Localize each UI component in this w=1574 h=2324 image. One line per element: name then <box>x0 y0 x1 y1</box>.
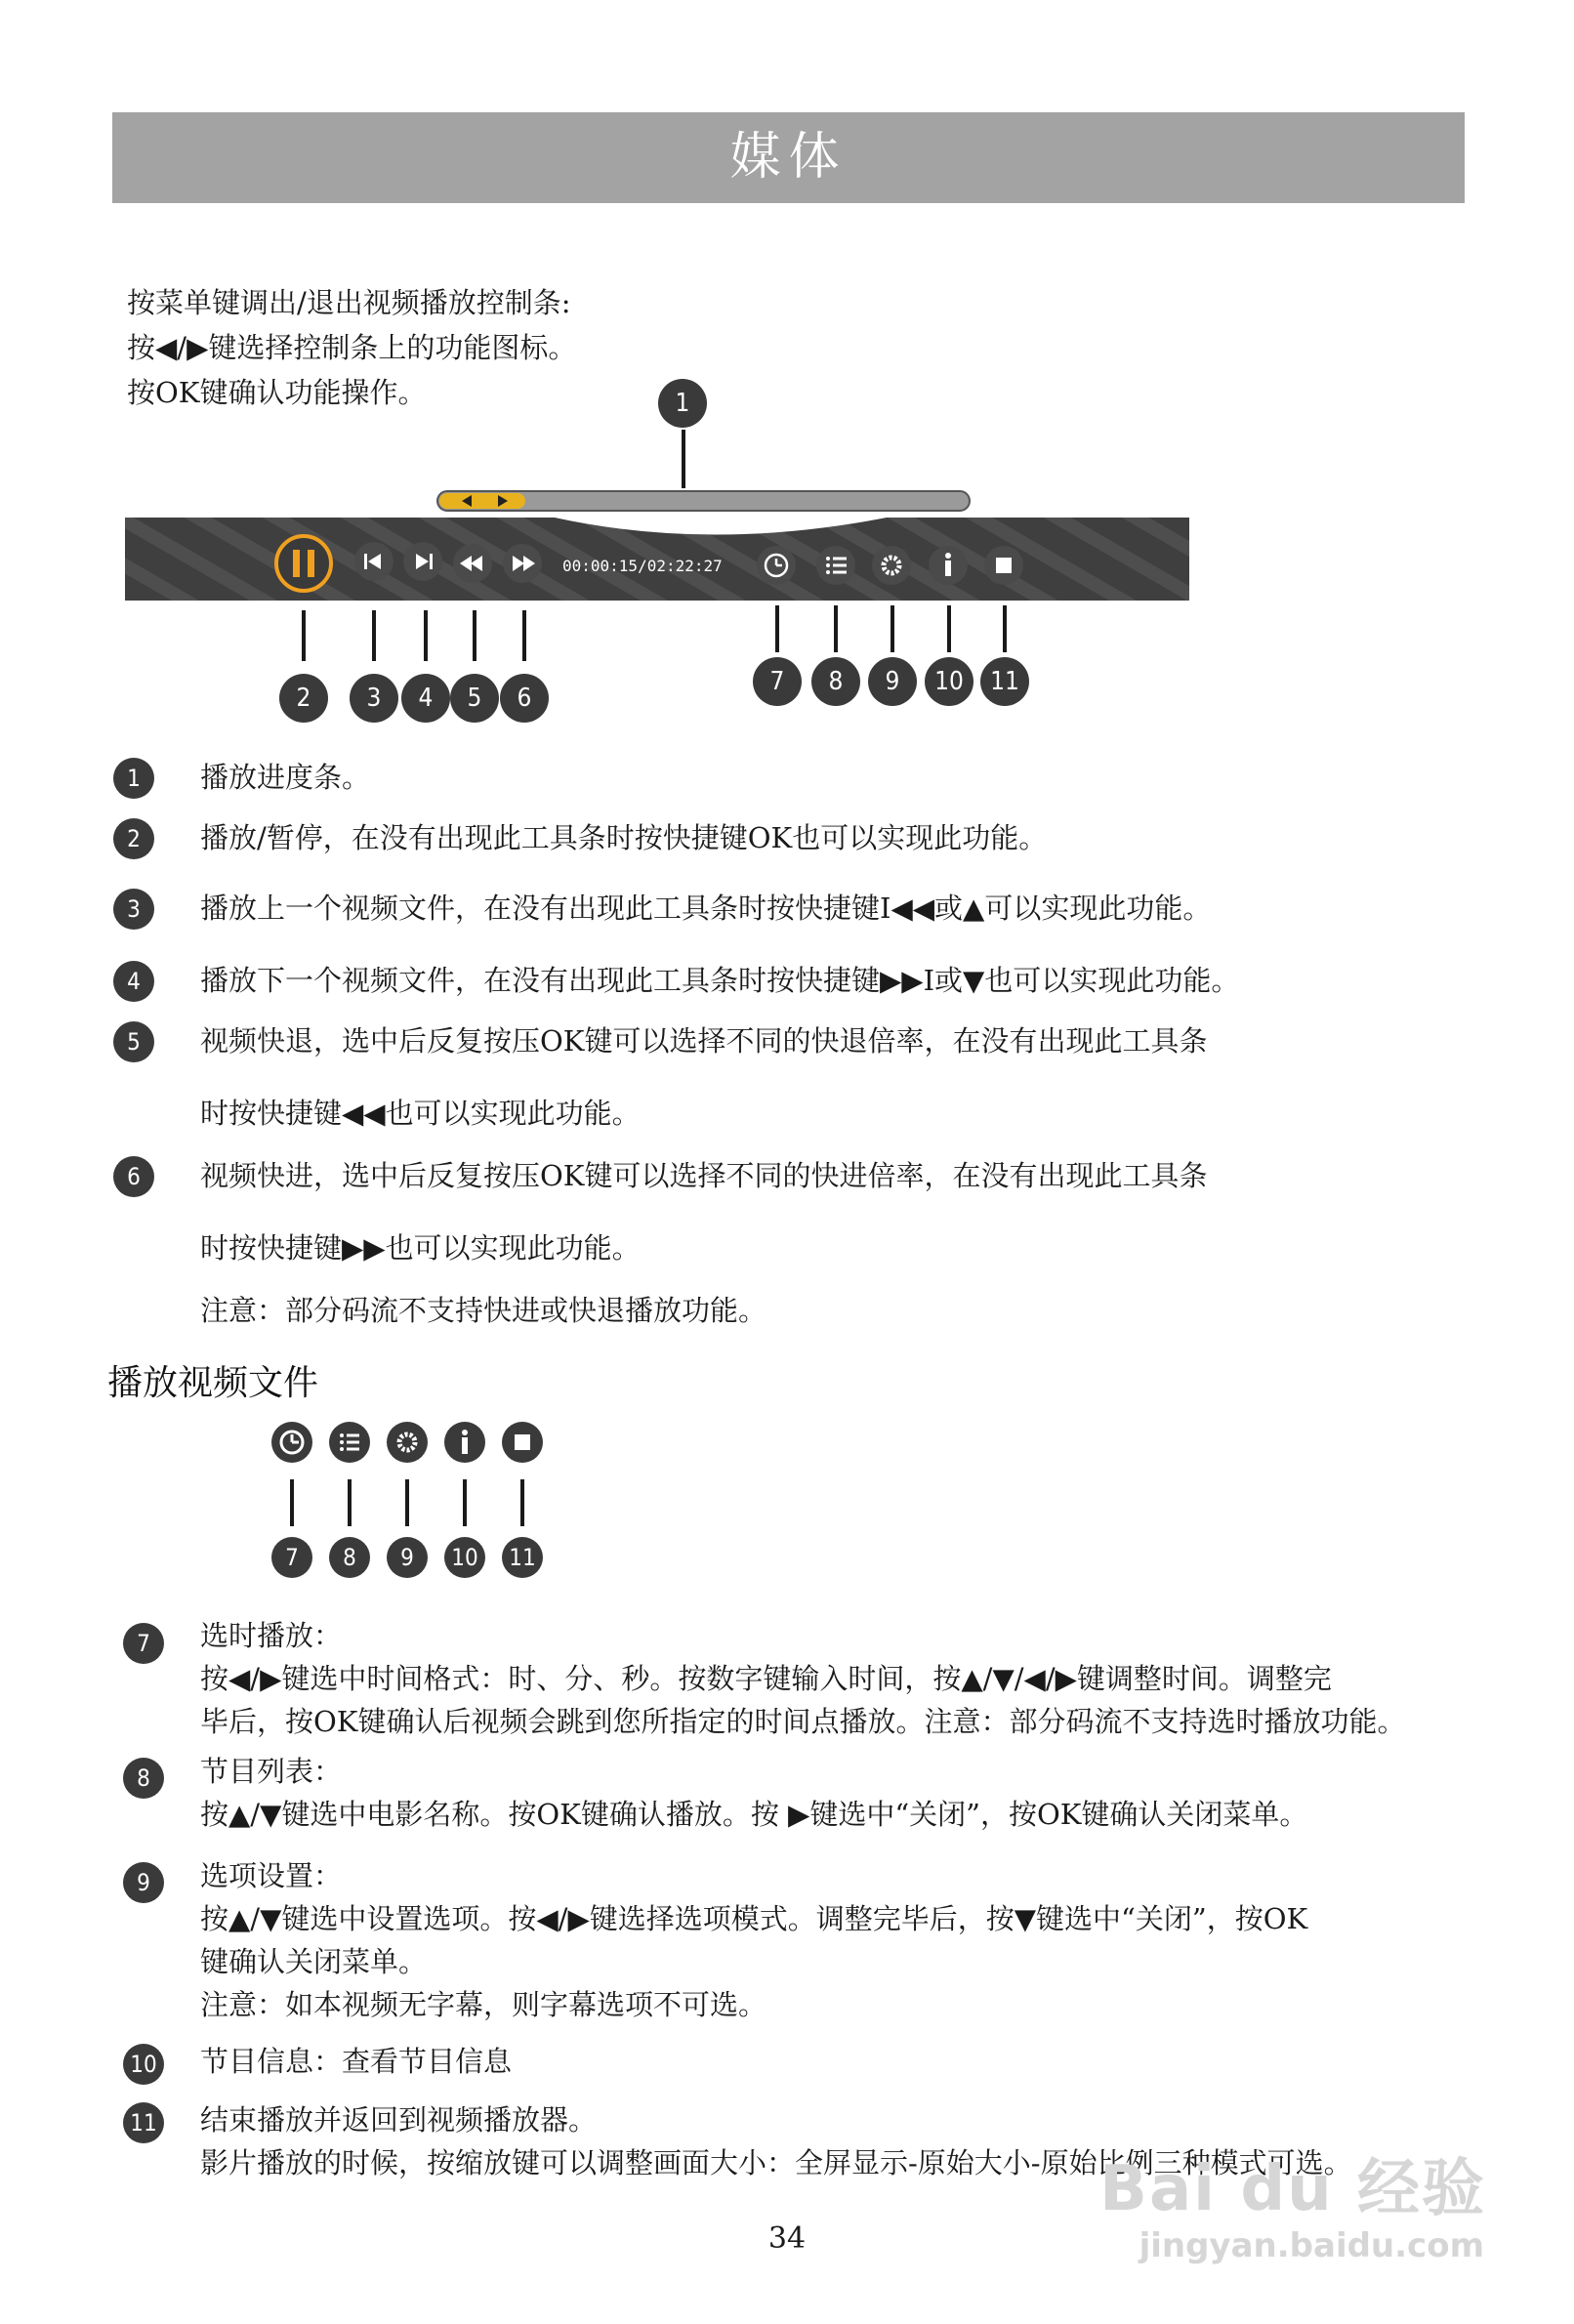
callout-9: 9 <box>868 657 917 706</box>
section-title: 播放视频文件 <box>107 1363 319 1403</box>
item-9-text-line-1: 选项设置： <box>200 1859 343 1892</box>
item-7-text-line-3: 毕后，按OK键确认后视频会跳到您所指定的时间点播放。注意：部分码流不支持选时播放功能。 <box>200 1705 1406 1738</box>
callout-line-4 <box>424 610 428 661</box>
intro-line-1: 按菜单键调出/退出视频播放控制条: <box>127 286 571 319</box>
callout-1: 1 <box>658 379 707 428</box>
item-3-text: 播放上一个视频文件，在没有出现此工具条时按快捷键I◀◀或▲可以实现此功能。 <box>200 892 1212 925</box>
section-callout-line-8 <box>348 1479 352 1526</box>
item-number-11: 11 <box>123 2102 164 2143</box>
item-9-text-line-2: 按▲/▼键选中设置选项。按◀/▶键选择选项模式。调整完毕后，按▼键选中“关闭”，按OK <box>200 1902 1308 1935</box>
callout-11: 11 <box>980 657 1029 706</box>
item-7-text-line-2: 按◀/▶键选中时间格式：时、分、秒。按数字键输入时间，按▲/▼/◀/▶键调整时间。调整完 <box>200 1662 1332 1695</box>
callout-line-2 <box>302 610 306 661</box>
callout-line-5 <box>473 610 476 661</box>
page-number: 34 <box>767 2221 807 2256</box>
item-number-9: 9 <box>123 1862 164 1903</box>
progress-bar[interactable] <box>437 491 970 511</box>
previous-icon[interactable] <box>354 542 394 581</box>
intro-line-2: 按◀/▶键选择控制条上的功能图标。 <box>127 331 577 364</box>
section-callout-11: 11 <box>502 1537 543 1578</box>
info-icon[interactable] <box>929 546 968 585</box>
page-title: 媒体 <box>729 128 848 187</box>
item-9-text-line-3: 键确认关闭菜单。 <box>200 1945 428 1978</box>
list-icon-small <box>329 1422 370 1463</box>
item-7-text-line-1: 选时播放： <box>200 1619 343 1652</box>
intro-line-3: 按OK键确认功能操作。 <box>127 376 427 409</box>
item-number-8: 8 <box>123 1758 164 1799</box>
gear-icon-small <box>387 1422 428 1463</box>
item-6-text-line-1: 视频快进，选中后反复按压OK键可以选择不同的快进倍率，在没有出现此工具条 <box>200 1159 1208 1192</box>
stop-icon-small <box>502 1422 543 1463</box>
item-number-4: 4 <box>113 961 154 1002</box>
clock-icon[interactable] <box>757 546 796 585</box>
item-number-1: 1 <box>113 758 154 799</box>
item-8-text-line-2: 按▲/▼键选中电影名称。按OK键确认播放。按 ▶键选中“关闭”，按OK键确认关闭菜单。 <box>200 1798 1308 1831</box>
item-number-3: 3 <box>113 889 154 930</box>
item-2-text: 播放/暂停，在没有出现此工具条时按快捷键OK也可以实现此功能。 <box>200 821 1048 854</box>
item-1-text: 播放进度条。 <box>200 761 371 794</box>
callout-line-8 <box>834 605 838 652</box>
callout-line-11 <box>1003 605 1007 652</box>
callout-5: 5 <box>450 674 499 723</box>
item-9-text-line-4: 注意：如本视频无字幕，则字幕选项不可选。 <box>200 1988 767 2021</box>
stop-icon[interactable] <box>984 546 1023 585</box>
item-5-text-line-1: 视频快退，选中后反复按压OK键可以选择不同的快退倍率，在没有出现此工具条 <box>200 1024 1208 1058</box>
item-number-6: 6 <box>113 1156 154 1197</box>
section-callout-9: 9 <box>387 1537 428 1578</box>
section-callout-line-11 <box>520 1479 524 1526</box>
section-callout-line-10 <box>463 1479 467 1526</box>
header-bar <box>112 112 1465 203</box>
watermark-url: jingyan.baidu.com <box>1139 2226 1484 2265</box>
item-4-text: 播放下一个视频文件，在没有出现此工具条时按快捷键▶▶I或▼也可以实现此功能。 <box>200 964 1240 997</box>
item-5-text-line-2: 时按快捷键◀◀也可以实现此功能。 <box>200 1097 641 1130</box>
section-callout-8: 8 <box>329 1537 370 1578</box>
callout-7: 7 <box>753 657 802 706</box>
watermark-brand: Bai du 经验 <box>1099 2153 1486 2225</box>
next-icon[interactable] <box>403 542 442 581</box>
note-text: 注意：部分码流不支持快进或快退播放功能。 <box>200 1294 767 1327</box>
clock-icon-small <box>271 1422 312 1463</box>
time-display: 00:00:15/02:22:27 <box>562 557 723 575</box>
info-icon-small <box>444 1422 485 1463</box>
callout-line-6 <box>522 610 526 661</box>
item-8-text-line-1: 节目列表： <box>200 1755 343 1788</box>
callout-line-1 <box>682 430 685 488</box>
callout-line-3 <box>372 610 376 661</box>
item-10-text: 节目信息：查看节目信息 <box>200 2045 513 2078</box>
item-number-7: 7 <box>123 1623 164 1664</box>
control-bar-illustration <box>125 483 1189 605</box>
fast-forward-icon[interactable] <box>503 544 542 583</box>
gear-icon[interactable] <box>872 546 911 585</box>
callout-6: 6 <box>500 674 549 723</box>
item-11-text-line-2: 影片播放的时候，按缩放键可以调整画面大小：全屏显示-原始大小-原始比例三种模式可选。 <box>200 2146 1352 2179</box>
item-number-2: 2 <box>113 818 154 859</box>
callout-line-9 <box>891 605 894 652</box>
rewind-icon[interactable] <box>453 544 492 583</box>
item-11-text-line-1: 结束播放并返回到视频播放器。 <box>200 2103 598 2137</box>
callout-line-7 <box>775 605 779 652</box>
pause-icon[interactable] <box>276 536 331 591</box>
callout-line-10 <box>947 605 951 652</box>
section-callout-10: 10 <box>444 1537 485 1578</box>
section-callout-line-9 <box>405 1479 409 1526</box>
item-number-5: 5 <box>113 1021 154 1062</box>
callout-8: 8 <box>811 657 860 706</box>
list-icon[interactable] <box>816 546 855 585</box>
callout-2: 2 <box>279 674 328 723</box>
item-number-10: 10 <box>123 2044 164 2085</box>
callout-10: 10 <box>925 657 973 706</box>
item-6-text-line-2: 时按快捷键▶▶也可以实现此功能。 <box>200 1231 641 1265</box>
section-callout-7: 7 <box>271 1537 312 1578</box>
callout-3: 3 <box>350 674 398 723</box>
callout-4: 4 <box>401 674 450 723</box>
section-callout-line-7 <box>290 1479 294 1526</box>
